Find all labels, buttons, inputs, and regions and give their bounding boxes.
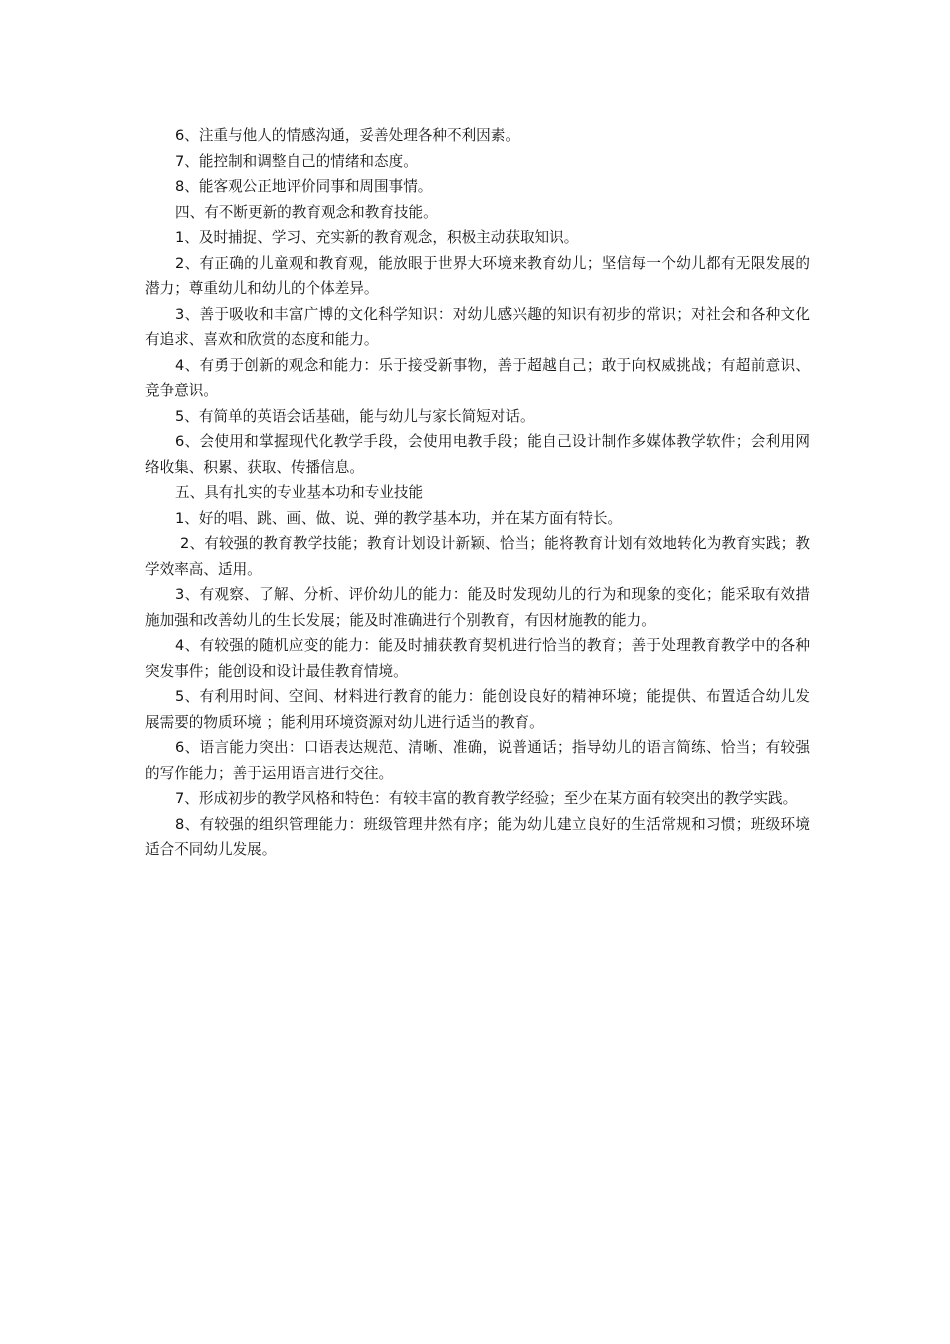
paragraph-5: 1、及时捕捉、学习、充实新的教育观念，积极主动获取知识。 (175, 229, 579, 246)
paragraph-13: 2、有较强的教育教学技能；教育计划设计新颖、恰当；能将教育计划有效地转化为教育实践；教学效率高、适用。 (145, 535, 810, 578)
paragraph-7: 3、善于吸收和丰富广博的文化科学知识：对幼儿感兴趣的知识有初步的常识；对社会和各种文化有追求、喜欢和欣赏的态度和能力。 (145, 305, 810, 348)
paragraph-1: 6、注重与他人的情感沟通，妥善处理各种不利因素。 (175, 127, 520, 144)
paragraph-16: 5、有利用时间、空间、材料进行教育的能力：能创设良好的精神环境；能提供、布置适合幼儿发展需要的物质环境 ；能利用环境资源对幼儿进行适当的教育。 (145, 688, 810, 731)
paragraph-6: 2、有正确的儿童观和教育观，能放眼于世界大环境来教育幼儿；坚信每一个幼儿都有无限发展的潜力；尊重幼儿和幼儿的个体差异。 (145, 254, 810, 297)
paragraph-17: 6、语言能力突出：口语表达规范、清晰、准确，说普通话；指导幼儿的语言简练、恰当；有较强的写作能力；善于运用语言进行交往。 (145, 739, 810, 782)
paragraph-3: 8、能客观公正地评价同事和周围事情。 (175, 178, 433, 195)
section-heading-4: 四、有不断更新的教育观念和教育技能。 (175, 203, 438, 221)
paragraph-14: 3、有观察、了解、分析、评价幼儿的能力：能及时发现幼儿的行为和现象的变化；能采取有效措施加强和改善幼儿的生长发展；能及时准确进行个别教育，有因材施教的能力。 (145, 586, 810, 629)
paragraph-18: 7、形成初步的教学风格和特色：有较丰富的教育教学经验；至少在某方面有较突出的教学实践。 (175, 790, 798, 807)
document-body (145, 123, 810, 863)
paragraph-10: 6、会使用和掌握现代化教学手段，会使用电教手段；能自己设计制作多媒体教学软件；会利用网络收集、积累、获取、传播信息。 (145, 433, 810, 476)
paragraph-9: 5、有简单的英语会话基础，能与幼儿与家长简短对话。 (175, 407, 535, 425)
paragraph-15: 4、有较强的随机应变的能力：能及时捕获教育契机进行恰当的教育；善于处理教育教学中的各种突发事件；能创设和设计最佳教育情境。 (145, 637, 810, 680)
paragraph-12: 1、好的唱、跳、画、做、说、弹的教学基本功，并在某方面有特长。 (175, 509, 623, 527)
paragraph-19: 8、有较强的组织管理能力：班级管理井然有序；能为幼儿建立良好的生活常规和习惯；班级环境适合不同幼儿发展。 (145, 815, 810, 858)
section-heading-5: 五、具有扎实的专业基本功和专业技能 (175, 484, 424, 501)
paragraph-8: 4、有勇于创新的观念和能力：乐于接受新事物，善于超越自己；敢于向权威挑战；有超前意识、竞争意识。 (145, 356, 810, 399)
paragraph-2: 7、能控制和调整自己的情绪和态度。 (175, 152, 418, 170)
